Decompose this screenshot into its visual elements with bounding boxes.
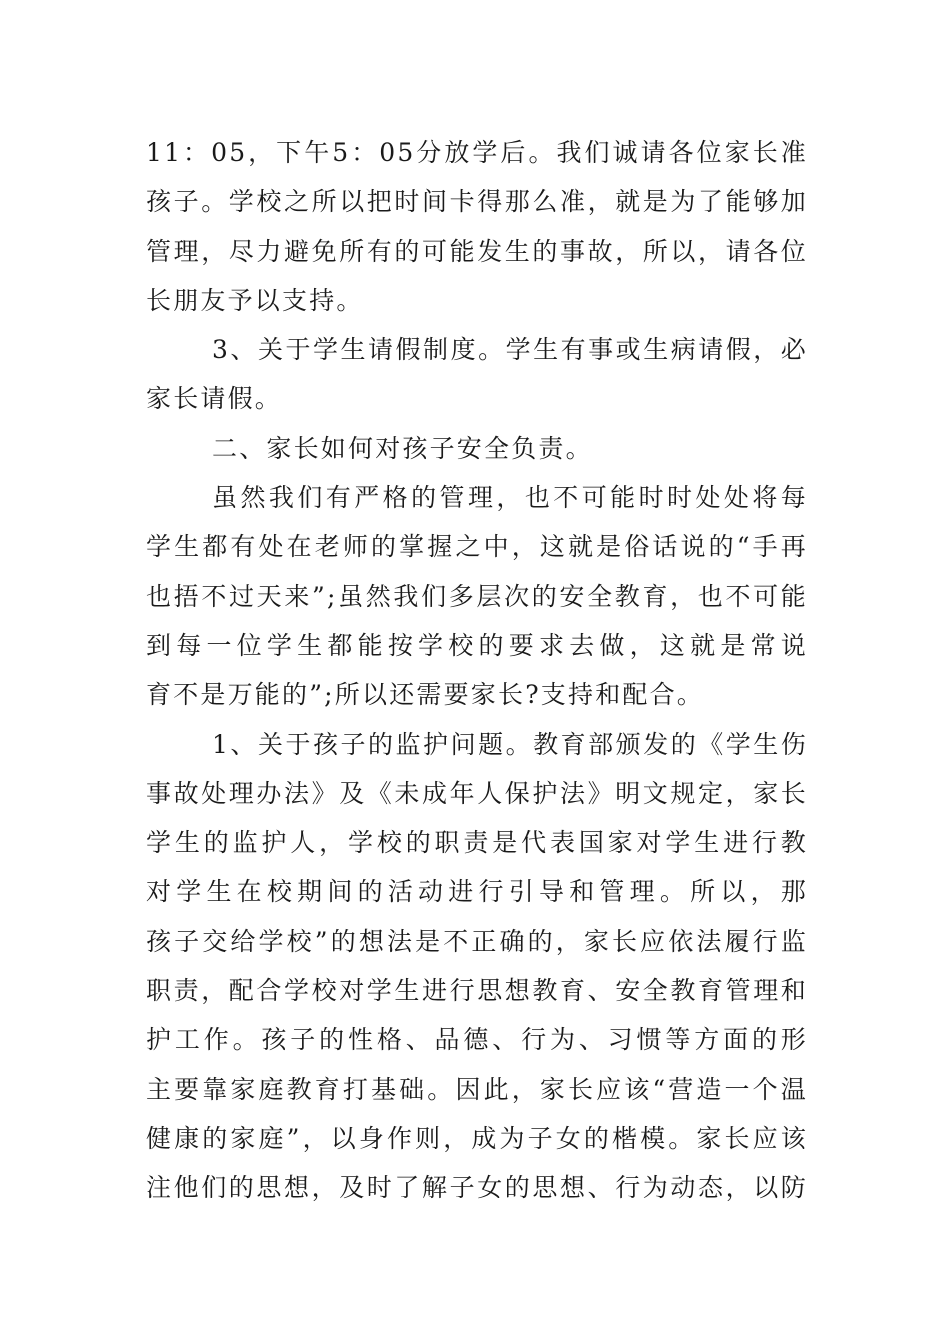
text-line: 家长请假。 <box>146 384 283 414</box>
text-line: 健康的家庭”，以身作则，成为子女的楷模。家长应该 <box>146 1123 808 1153</box>
text-line: 学生都有处在老师的掌握之中，这就是俗话说的“手再 <box>146 532 808 562</box>
document-body <box>146 128 808 1213</box>
text-line: 1、关于孩子的监护问题。教育部颁发的《学生伤 <box>212 729 808 759</box>
text-line: 育不是万能的”;所以还需要家长?支持和配合。 <box>146 680 705 710</box>
text-line: 3、关于学生请假制度。学生有事或生病请假，必 <box>212 335 808 365</box>
text-line: 孩子。学校之所以把时间卡得那么准，就是为了能够加 <box>146 187 808 217</box>
text-line: 主要靠家庭教育打基础。因此，家长应该“营造一个温 <box>146 1074 808 1104</box>
text-line: 长朋友予以支持。 <box>146 285 364 315</box>
text-line: 职责，配合学校对学生进行思想教育、安全教育管理和 <box>146 976 808 1006</box>
text-line: 事故处理办法》及《未成年人保护法》明文规定，家长 <box>146 778 808 808</box>
text-line: 管理，尽力避免所有的可能发生的事故，所以，请各位 <box>146 236 808 266</box>
text-line: 学生的监护人，学校的职责是代表国家对学生进行教 <box>146 828 808 858</box>
text-line: 对学生在校期间的活动进行引导和管理。所以，那 <box>146 877 808 907</box>
text-line: 到每一位学生都能按学校的要求去做，这就是常说 <box>146 630 808 660</box>
text-line: 孩子交给学校”的想法是不正确的，家长应依法履行监 <box>146 926 808 956</box>
text-line: 虽然我们有严格的管理，也不可能时时处处将每 <box>212 483 808 513</box>
text-line: 11：05，下午5：05分放学后。我们诚请各位家长准 <box>146 138 808 167</box>
text-line: 注他们的思想，及时了解子女的思想、行为动态，以防 <box>146 1173 808 1203</box>
text-line: 二、家长如何对孩子安全负责。 <box>212 433 593 463</box>
text-line: 也捂不过天来”;虽然我们多层次的安全教育，也不可能 <box>146 581 808 611</box>
text-line: 护工作。孩子的性格、品德、行为、习惯等方面的形 <box>146 1025 808 1055</box>
